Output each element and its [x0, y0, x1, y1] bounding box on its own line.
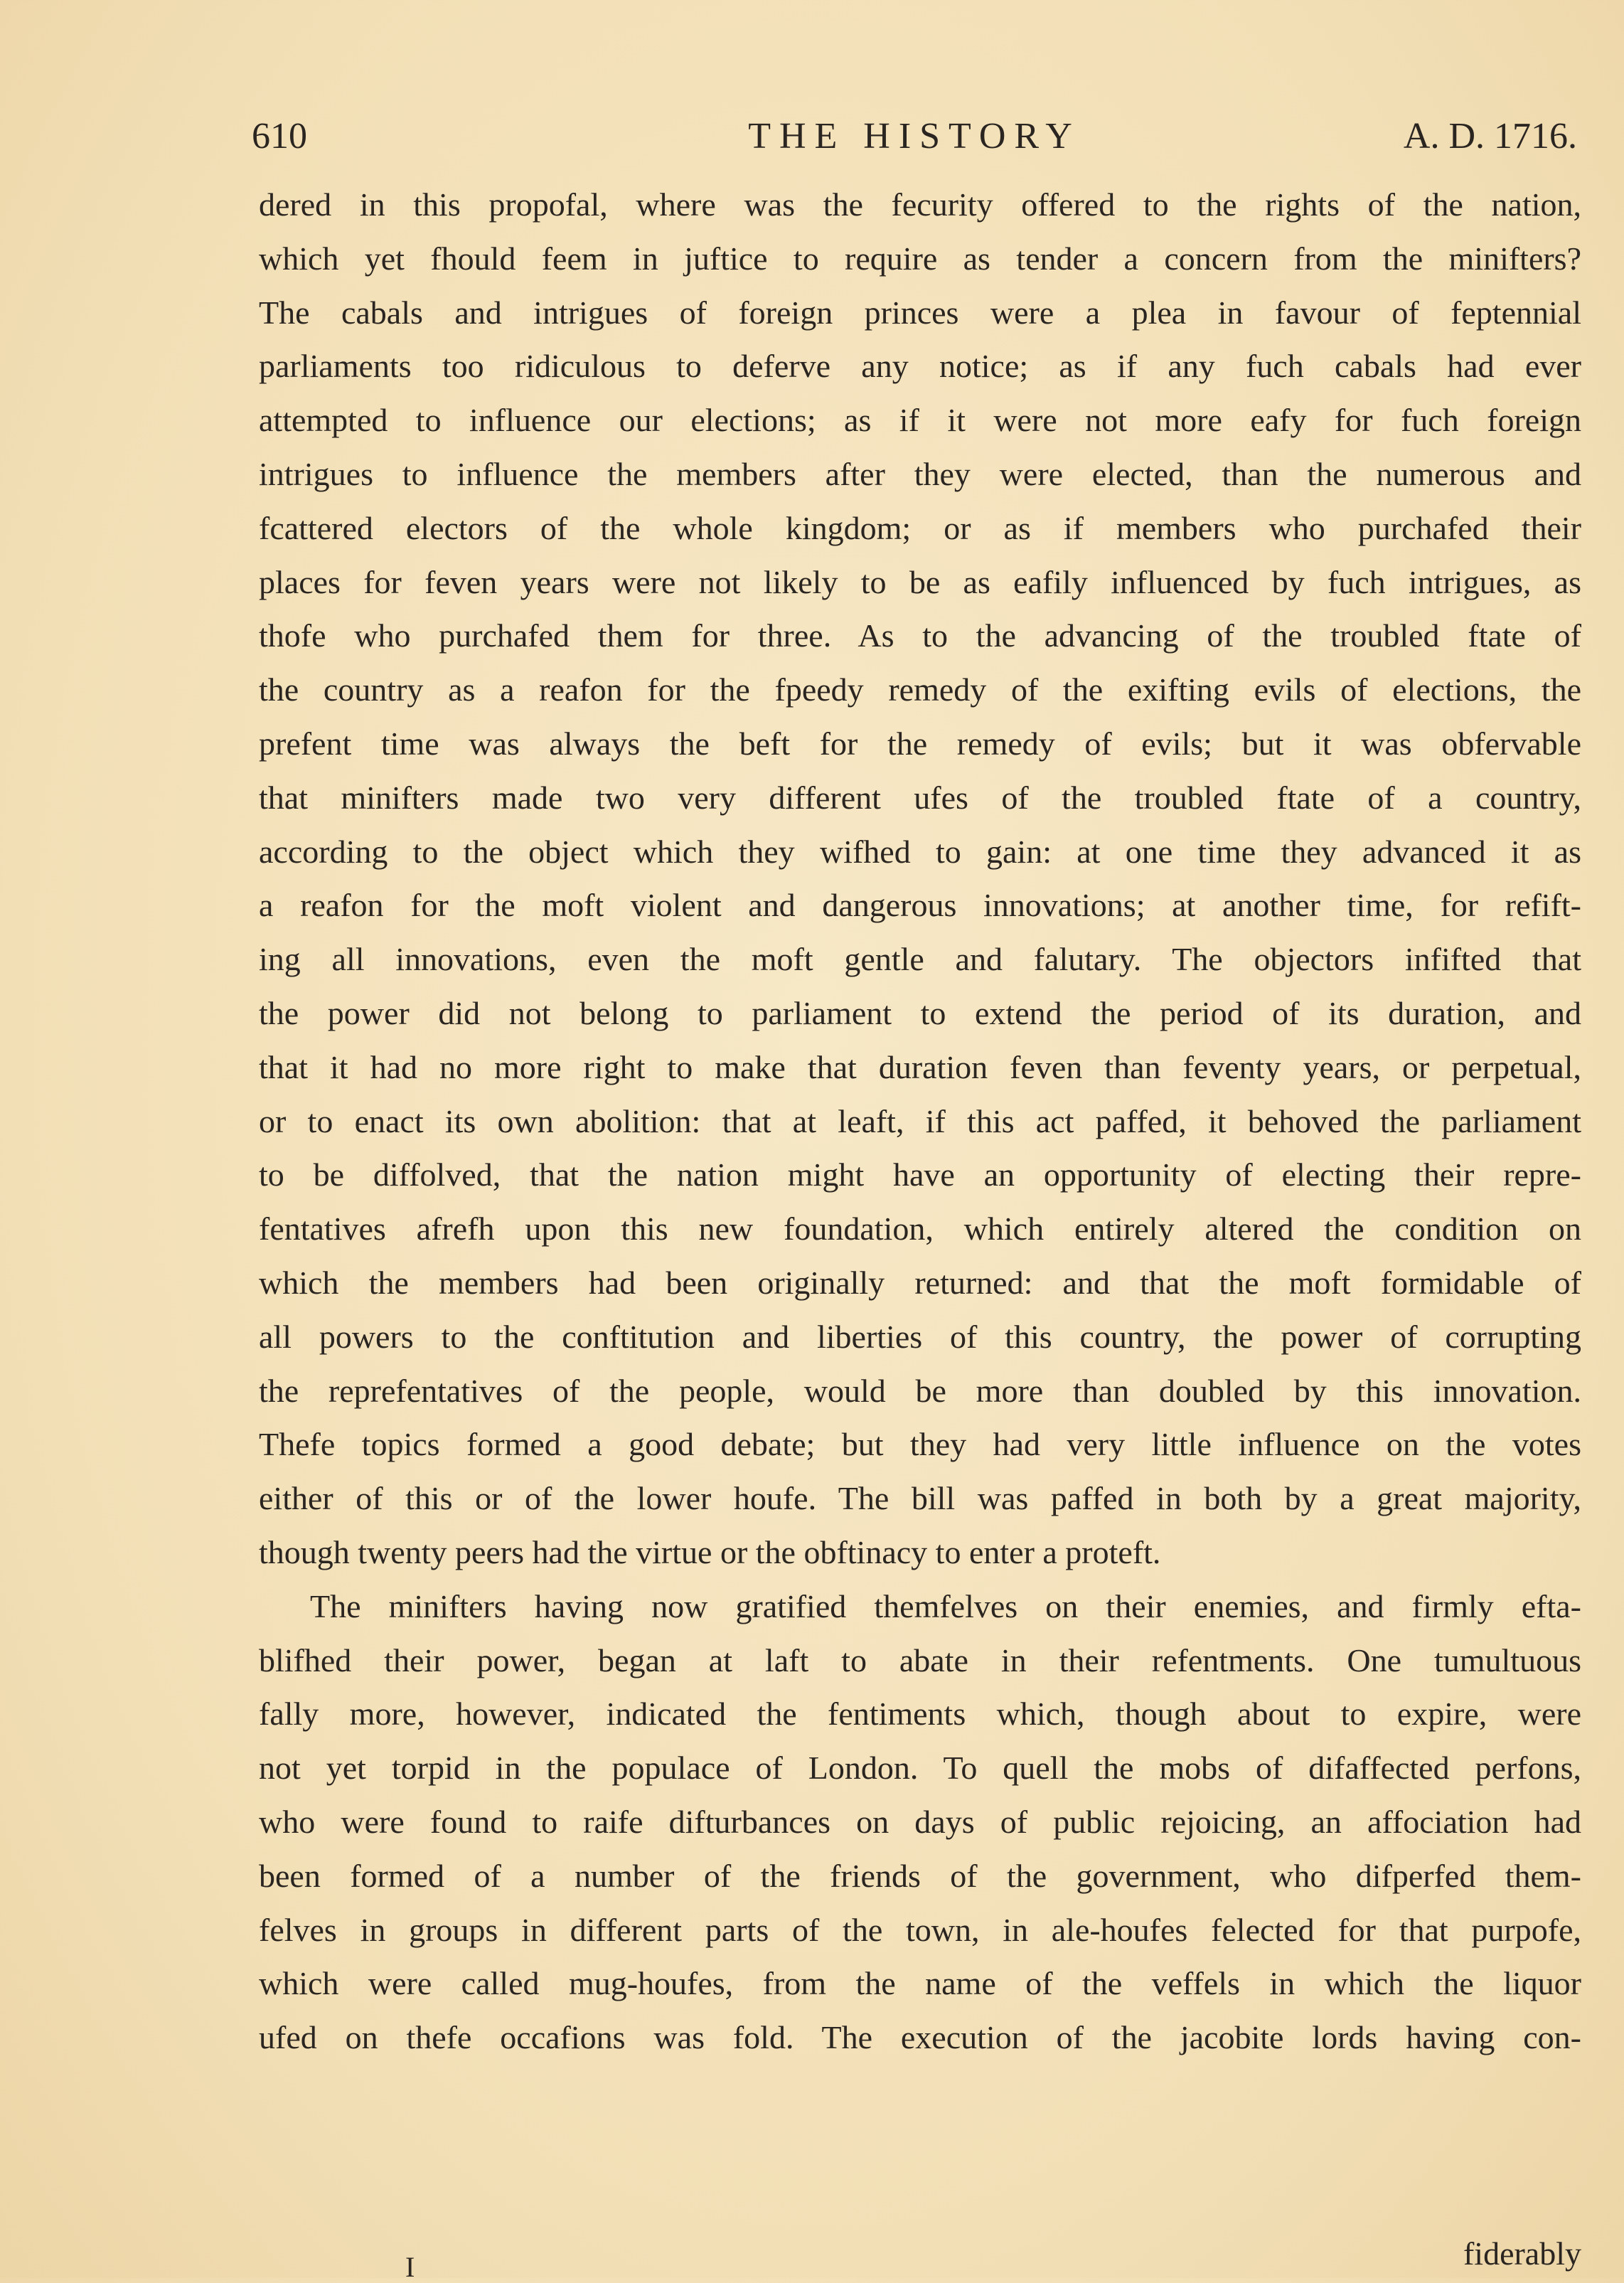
- header-date: A. D. 1716.: [1403, 116, 1577, 156]
- text-line: the country as a reafon for the fpeedy remedy of the exifting evils of elections, the: [259, 671, 1581, 708]
- paragraph: [259, 1580, 1581, 2065]
- text-line: been formed of a number of the friends of the government, who difperfed them-: [259, 1857, 1581, 1894]
- text-line: fcattered electors of the whole kingdom; or as if members who purchafed their: [259, 509, 1581, 546]
- catchword: fiderably: [1463, 2235, 1581, 2272]
- text-line: though twenty peers had the virtue or the obftinacy to enter a proteft.: [259, 1533, 1161, 1570]
- text-line: not yet torpid in the populace of London. To quell the mobs of difaffected perfons,: [259, 1750, 1581, 1787]
- text-line: to be diffolved, that the nation might have an opportunity of electing their repre-: [259, 1156, 1581, 1193]
- text-line: that it had no more right to make that duration feven than feventy years, or perpetual,: [259, 1048, 1581, 1085]
- text-line: attempted to influence our elections; as if it were not more eafy for fuch foreign: [259, 402, 1581, 439]
- text-line: which the members had been originally returned: and that the moft formidable of: [259, 1264, 1581, 1301]
- text-line: fally more, however, indicated the fentiments which, though about to expire, were: [259, 1696, 1581, 1733]
- text-line: or to enact its own abolition: that at leaft, if this act paffed, it behoved the parliament: [259, 1102, 1581, 1139]
- running-title: THE HISTORY: [748, 116, 1081, 156]
- text-line: felves in groups in different parts of the town, in ale-houfes felected for that purpofe,: [259, 1911, 1581, 1948]
- text-line: Thefe topics formed a good debate; but they had very little influence on the votes: [259, 1426, 1581, 1463]
- text-line: parliaments too ridiculous to deferve any notice; as if any fuch cabals had ever: [259, 348, 1581, 385]
- text-line: the power did not belong to parliament to extend the period of its duration, and: [259, 994, 1581, 1031]
- text-line: dered in this propofal, where was the fecurity offered to the rights of the nation,: [259, 186, 1581, 223]
- text-line: which yet fhould feem in juftice to require as tender a concern from the minifters?: [259, 240, 1581, 277]
- text-line: which were called mug-houfes, from the name of the veffels in which the liquor: [259, 1965, 1581, 2002]
- text-line: ing all innovations, even the moft gentle and falutary. The objectors infifted that: [259, 941, 1581, 978]
- text-line: prefent time was always the beft for the remedy of evils; but it was obfervable: [259, 725, 1581, 762]
- signature-mark: I: [405, 2251, 415, 2283]
- text-line: blifhed their power, began at laft to abate in their refentments. One tumultuous: [259, 1641, 1581, 1678]
- text-line: according to the object which they wifhed to gain: at one time they advanced it as: [259, 833, 1581, 870]
- text-line: either of this or of the lower houfe. The bill was paffed in both by a great majority,: [259, 1480, 1581, 1517]
- text-line: a reafon for the moft violent and dangerous innovations; at another time, for refift-: [259, 887, 1581, 924]
- text-line: fentatives afrefh upon this new foundation, which entirely altered the condition on: [259, 1210, 1581, 1247]
- page-header: [252, 108, 1577, 165]
- text-line: thofe who purchafed them for three. As to the advancing of the troubled ftate of: [259, 617, 1581, 654]
- text-line: who were found to raife difturbances on days of public rejoicing, an affociation had: [259, 1803, 1581, 1840]
- text-line: The cabals and intrigues of foreign princes were a plea in favour of feptennial: [259, 294, 1581, 331]
- text-line: places for feven years were not likely to be as eafily influenced by fuch intrigues, as: [259, 563, 1581, 600]
- text-line: all powers to the conftitution and liberties of this country, the power of corrupting: [259, 1318, 1581, 1355]
- text-line: The minifters having now gratified themfelves on their enemies, and firmly efta-: [310, 1587, 1581, 1624]
- text-line: the reprefentatives of the people, would be more than doubled by this innovation.: [259, 1372, 1581, 1409]
- paragraph: [259, 178, 1581, 1580]
- text-line: that minifters made two very different ufes of the troubled ftate of a country,: [259, 779, 1581, 816]
- page-number: 610: [252, 116, 307, 156]
- text-line: intrigues to influence the members after they were elected, than the numerous and: [259, 455, 1581, 492]
- text-line: ufed on thefe occafions was fold. The execution of the jacobite lords having con-: [259, 2019, 1581, 2056]
- body-text: [259, 178, 1581, 2065]
